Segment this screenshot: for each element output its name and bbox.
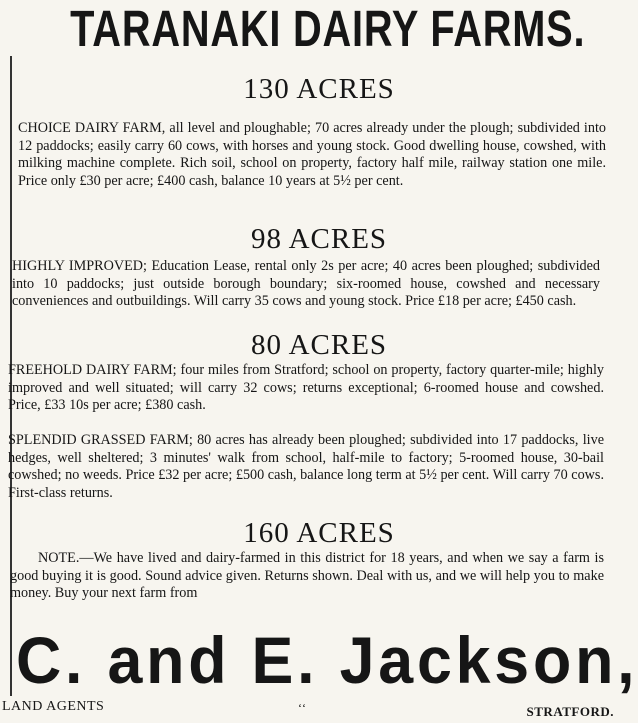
acres-heading-160: 160 ACRES [243,517,395,549]
footer-land-agents: LAND AGENTS [2,699,105,714]
print-mark: ʻʻ [298,701,306,715]
listing-80-grassed-description: SPLENDID GRASSED FARM; 80 acres has already been ploughed; subdivided into 17 paddocks, live hedges, well sheltered; 3 minutes' walk from school, half-mile to factory; 5-roomed house, 30-bail cowshed; no weeds. Price £32 per acre; £500 cash, balance long term at 5½ per cent. Will carry 70 cows. First-class returns. [8,432,604,501]
listing-98-description: HIGHLY IMPROVED; Education Lease, rental only 2s per acre; 40 acres been ploughed; subdivided into 10 paddocks; just outside borough boundary; six-roomed house, cowshed and necessary conveniences and outbuildings. Will carry 35 cows and young stock. Price £18 per acre; £450 cash. [12,258,600,309]
listing-130-description: CHOICE DAIRY FARM, all level and ploughable; 70 acres already under the plough; subdivided into 12 paddocks; easily carry 60 cows, with horses and young stock. Good dwelling house, cowshed, with milking machine complete. Rich soil, school on property, factory half mile, railway station one mile. Price only £30 per acre; £400 cash, balance 10 years at 5½ per cent. [18,120,606,189]
listing-80-freehold-description: FREEHOLD DAIRY FARM; four miles from Stratford; school on property, factory quarter-mile; highly improved and well situated; will carry 32 cows; returns exceptional; 6-roomed house and cowshed. Price, £33 10s per acre; £380 cash. [8,362,604,413]
agent-signature: C. and E. Jackson, [15,623,638,697]
acres-heading-80: 80 ACRES [250,329,388,361]
acres-heading-98: 98 ACRES [250,223,388,255]
agent-note: NOTE.—We have lived and dairy-farmed in this district for 18 years, and when we say a farm is good buying it is good. Sound advice given. Returns shown. Deal with us, and we will help you to make money. Buy your next farm from [10,550,604,601]
advert-headline: TARANAKI DAIRY FARMS. [70,0,586,57]
footer-location: STRATFORD. [526,704,614,719]
acres-heading-130: 130 ACRES [243,73,395,105]
